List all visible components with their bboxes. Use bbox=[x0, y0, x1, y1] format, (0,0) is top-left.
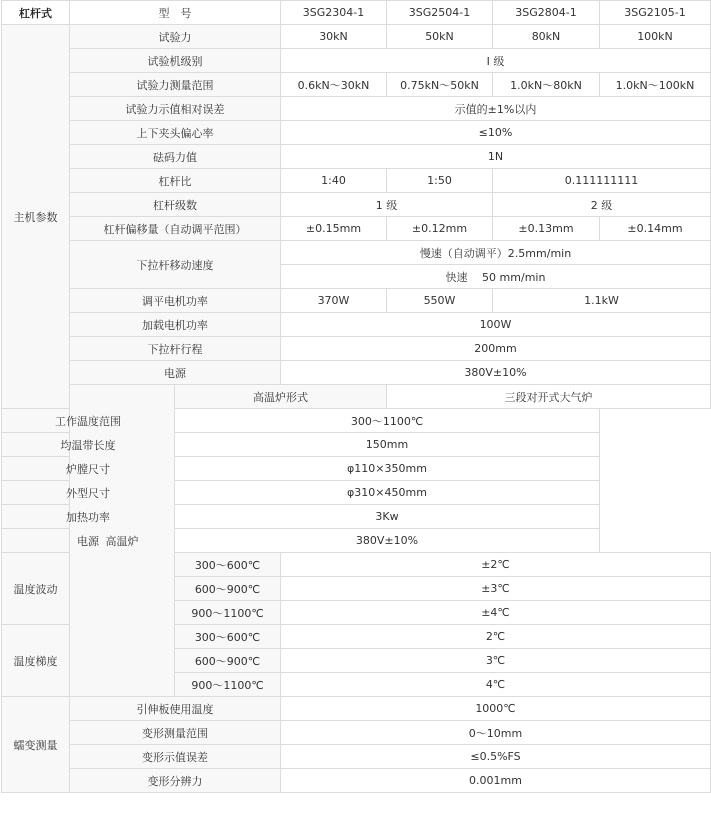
value-cell: 1.0kN～100kN bbox=[600, 73, 711, 97]
row-label: 试验力测量范围 bbox=[70, 73, 281, 97]
subgroup-temp-gradient: 温度梯度 bbox=[2, 625, 70, 697]
table-row bbox=[2, 49, 711, 73]
value-cell: 100W bbox=[281, 313, 711, 337]
row-label: 变形分辨力 bbox=[70, 769, 281, 793]
row-label: 上下夹头偏心率 bbox=[70, 121, 281, 145]
value-cell: 3℃ bbox=[281, 649, 711, 673]
row-label: 试验机级别 bbox=[70, 49, 281, 73]
value-cell: 370W bbox=[281, 289, 387, 313]
value-cell: 0.75kN～50kN bbox=[387, 73, 493, 97]
row-label: 引伸板使用温度 bbox=[70, 697, 281, 721]
table-row bbox=[2, 169, 711, 193]
row-label: 杠杆比 bbox=[70, 169, 281, 193]
value-cell: ≤0.5%FS bbox=[281, 745, 711, 769]
table-row bbox=[2, 337, 711, 361]
value-cell: 1.1kW bbox=[493, 289, 711, 313]
value-cell: ±0.13mm bbox=[493, 217, 600, 241]
value-cell: 380V±10% bbox=[175, 529, 600, 553]
row-label: 加载电机功率 bbox=[70, 313, 281, 337]
model-cell: 3SG2804-1 bbox=[493, 1, 600, 25]
table-row bbox=[2, 745, 711, 769]
value-cell: 快速 50 mm/min bbox=[281, 265, 711, 289]
value-cell: 3Kw bbox=[175, 505, 600, 529]
value-cell: 0.6kN～30kN bbox=[281, 73, 387, 97]
row-label: 杠杆偏移量（自动调平范围） bbox=[70, 217, 281, 241]
row-label: 外型尺寸 bbox=[2, 481, 175, 505]
value-cell: 50kN bbox=[387, 25, 493, 49]
table-row bbox=[2, 217, 711, 241]
temp-range-cell: 300～600℃ bbox=[175, 553, 281, 577]
temp-range-cell: 600～900℃ bbox=[175, 577, 281, 601]
category-header: 杠杆式 bbox=[2, 1, 70, 25]
header-row bbox=[2, 1, 711, 25]
row-label: 下拉杆行程 bbox=[70, 337, 281, 361]
table-row bbox=[2, 385, 711, 409]
value-cell: ±3℃ bbox=[281, 577, 711, 601]
value-cell: 100kN bbox=[600, 25, 711, 49]
row-label: 电源 bbox=[2, 529, 175, 553]
value-cell: ≤10% bbox=[281, 121, 711, 145]
table-row bbox=[2, 193, 711, 217]
value-cell: φ110×350mm bbox=[175, 457, 600, 481]
row-label: 砝码力值 bbox=[70, 145, 281, 169]
value-cell: φ310×450mm bbox=[175, 481, 600, 505]
table-row bbox=[2, 97, 711, 121]
value-cell: ±0.12mm bbox=[387, 217, 493, 241]
value-cell: 80kN bbox=[493, 25, 600, 49]
value-cell: 150mm bbox=[175, 433, 600, 457]
value-cell: 1:40 bbox=[281, 169, 387, 193]
value-cell: ±0.15mm bbox=[281, 217, 387, 241]
value-cell: 1 级 bbox=[281, 193, 493, 217]
table-row bbox=[2, 769, 711, 793]
value-cell: 2℃ bbox=[281, 625, 711, 649]
row-label: 电源 bbox=[70, 361, 281, 385]
temp-range-cell: 900～1100℃ bbox=[175, 601, 281, 625]
table-row bbox=[2, 481, 711, 505]
value-cell: I 级 bbox=[281, 49, 711, 73]
row-label: 高温炉形式 bbox=[175, 385, 387, 409]
table-row bbox=[2, 145, 711, 169]
value-cell: 慢速（自动调平）2.5mm/min bbox=[281, 241, 711, 265]
value-cell: ±4℃ bbox=[281, 601, 711, 625]
value-cell: 380V±10% bbox=[281, 361, 711, 385]
group-creep: 蠕变测量 bbox=[2, 697, 70, 793]
model-cell: 3SG2105-1 bbox=[600, 1, 711, 25]
value-cell: 示值的±1%以内 bbox=[281, 97, 711, 121]
table-row bbox=[2, 721, 711, 745]
table-row bbox=[2, 241, 711, 265]
row-label: 变形示值误差 bbox=[70, 745, 281, 769]
row-label: 下拉杆移动速度 bbox=[70, 241, 281, 289]
table-row bbox=[2, 457, 711, 481]
value-cell: 200mm bbox=[281, 337, 711, 361]
row-label: 变形测量范围 bbox=[70, 721, 281, 745]
value-cell: 0～10mm bbox=[281, 721, 711, 745]
table-row bbox=[2, 25, 711, 49]
group-main-unit: 主机参数 bbox=[2, 25, 70, 409]
table-row bbox=[2, 409, 711, 433]
table-row bbox=[2, 361, 711, 385]
model-label: 型 号 bbox=[70, 1, 281, 25]
group-furnace: 高温炉 bbox=[70, 385, 175, 697]
value-cell: 0.111111111 bbox=[493, 169, 711, 193]
row-label: 炉膛尺寸 bbox=[2, 457, 175, 481]
spec-table bbox=[1, 0, 711, 793]
value-cell: 300～1100℃ bbox=[175, 409, 600, 433]
subgroup-temp-fluctuation: 温度波动 bbox=[2, 553, 70, 625]
value-cell: 550W bbox=[387, 289, 493, 313]
table-row bbox=[2, 505, 711, 529]
value-cell: 0.001mm bbox=[281, 769, 711, 793]
row-label: 工作温度范围 bbox=[2, 409, 175, 433]
table-row bbox=[2, 73, 711, 97]
value-cell: 三段对开式大气炉 bbox=[387, 385, 711, 409]
value-cell: 1000℃ bbox=[281, 697, 711, 721]
row-label: 加热功率 bbox=[2, 505, 175, 529]
model-cell: 3SG2304-1 bbox=[281, 1, 387, 25]
row-label: 试验力示值相对误差 bbox=[70, 97, 281, 121]
table-row bbox=[2, 313, 711, 337]
value-cell: 4℃ bbox=[281, 673, 711, 697]
model-cell: 3SG2504-1 bbox=[387, 1, 493, 25]
value-cell: 2 级 bbox=[493, 193, 711, 217]
row-label: 均温带长度 bbox=[2, 433, 175, 457]
temp-range-cell: 300～600℃ bbox=[175, 625, 281, 649]
value-cell: 1N bbox=[281, 145, 711, 169]
row-label: 杠杆级数 bbox=[70, 193, 281, 217]
value-cell: ±2℃ bbox=[281, 553, 711, 577]
row-label: 试验力 bbox=[70, 25, 281, 49]
table-row bbox=[2, 289, 711, 313]
value-cell: 1:50 bbox=[387, 169, 493, 193]
table-row bbox=[2, 121, 711, 145]
temp-range-cell: 900～1100℃ bbox=[175, 673, 281, 697]
value-cell: 1.0kN～80kN bbox=[493, 73, 600, 97]
table-row bbox=[2, 433, 711, 457]
row-label: 调平电机功率 bbox=[70, 289, 281, 313]
value-cell: ±0.14mm bbox=[600, 217, 711, 241]
table-row bbox=[2, 697, 711, 721]
value-cell: 30kN bbox=[281, 25, 387, 49]
temp-range-cell: 600～900℃ bbox=[175, 649, 281, 673]
